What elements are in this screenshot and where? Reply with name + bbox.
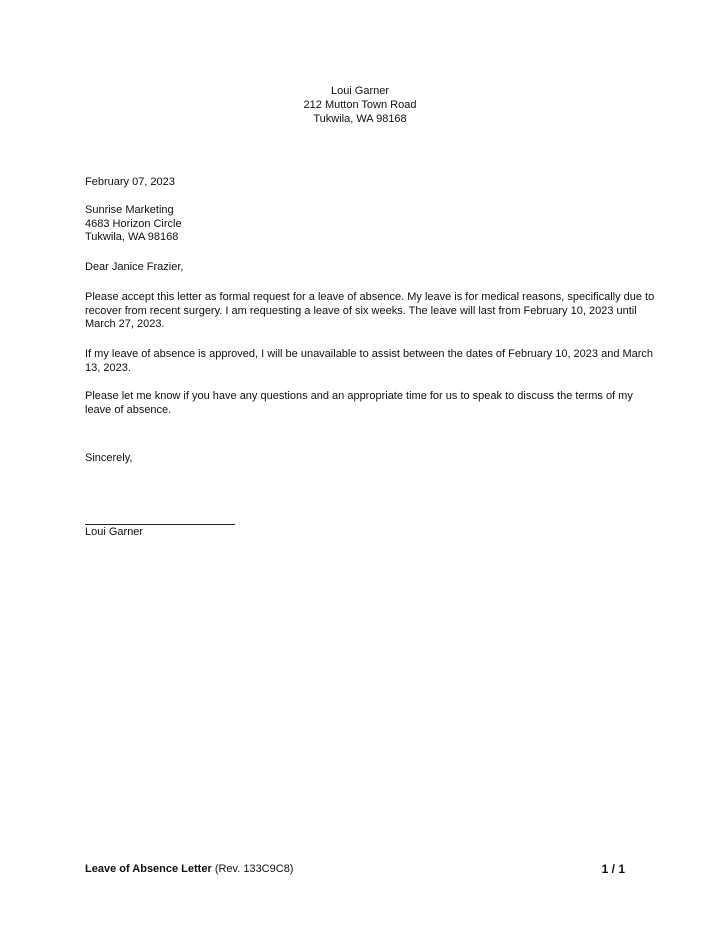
signature-line <box>85 524 235 525</box>
salutation: Dear Janice Frazier, <box>85 261 184 273</box>
body-paragraph-3: Please let me know if you have any questions and an appropriate time for us to speak to discuss the terms of my leave of absence. <box>85 390 633 416</box>
recipient-city-state-zip: Tukwila, WA 98168 <box>85 231 179 243</box>
body-paragraph-1: Please accept this letter as formal request for a leave of absence. My leave is for medical reasons, specifically due to recover from recent surgery. I am requesting a leave of six weeks. The leave will last from February 10, 2023 until March 27, 2023. <box>85 291 655 330</box>
body-paragraph-2: If my leave of absence is approved, I will be unavailable to assist between the dates of February 10, 2023 and March 13, 2023. <box>85 348 654 374</box>
closing: Sincerely, <box>85 452 133 464</box>
recipient-company: Sunrise Marketing <box>85 204 174 216</box>
sender-street: 212 Mutton Town Road <box>303 99 417 111</box>
document-footer <box>85 862 625 876</box>
signature-name: Loui Garner <box>85 526 144 538</box>
footer-title: Leave of Absence Letter <box>85 863 212 875</box>
sender-city-state-zip: Tukwila, WA 98168 <box>313 113 407 125</box>
footer-revision: (Rev. 133C9C8) <box>214 863 294 875</box>
sender-name: Loui Garner <box>330 85 390 97</box>
recipient-address-block <box>85 204 655 245</box>
recipient-street: 4683 Horizon Circle <box>85 217 182 230</box>
sender-address-block <box>0 84 720 126</box>
page-number: 1 / 1 <box>601 862 625 876</box>
letter-date: February 07, 2023 <box>85 176 175 188</box>
